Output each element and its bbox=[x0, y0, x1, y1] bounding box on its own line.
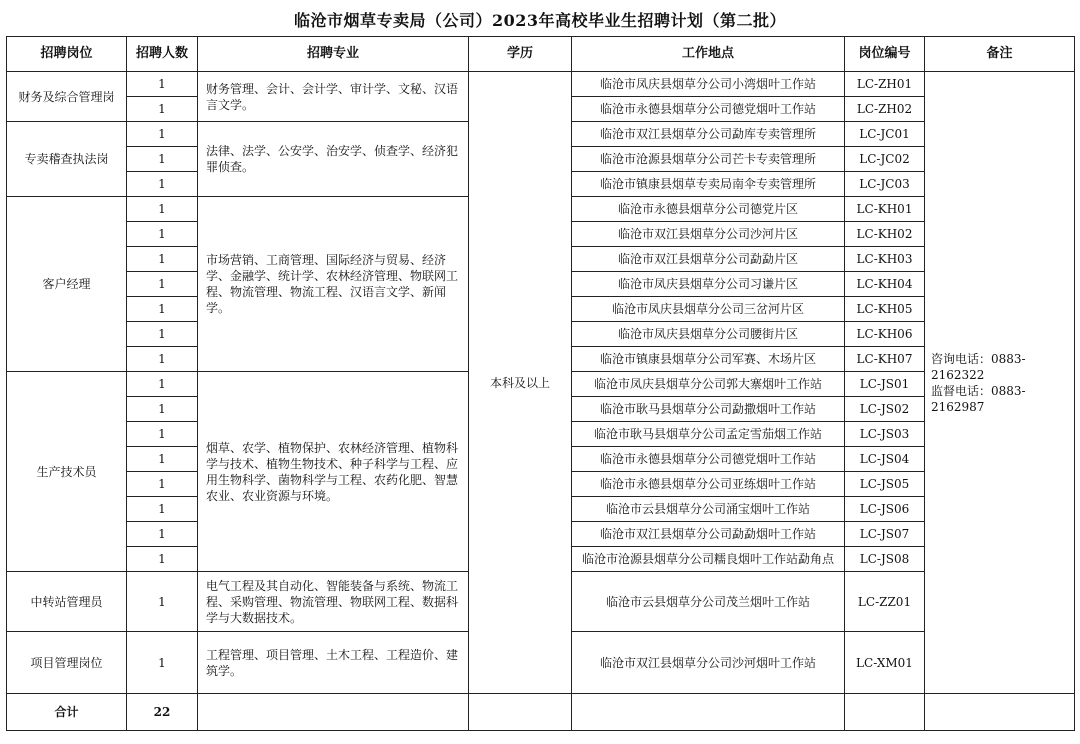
position-cell: 客户经理 bbox=[7, 197, 127, 372]
count-cell: 1 bbox=[127, 347, 198, 372]
table-row bbox=[7, 72, 1075, 97]
location-cell: 临沧市凤庆县烟草分公司习谦片区 bbox=[572, 272, 845, 297]
location-cell: 临沧市双江县烟草分公司勐库专卖管理所 bbox=[572, 122, 845, 147]
count-cell: 1 bbox=[127, 122, 198, 147]
table-body bbox=[7, 72, 1075, 694]
header-education: 学历 bbox=[469, 37, 572, 72]
count-cell: 1 bbox=[127, 372, 198, 397]
code-cell: LC-JS03 bbox=[845, 422, 925, 447]
location-cell: 临沧市双江县烟草分公司勐勐烟叶工作站 bbox=[572, 522, 845, 547]
count-cell: 1 bbox=[127, 547, 198, 572]
total-count: 22 bbox=[127, 694, 198, 731]
location-cell: 临沧市永德县烟草分公司亚练烟叶工作站 bbox=[572, 472, 845, 497]
count-cell: 1 bbox=[127, 72, 198, 97]
header-position: 招聘岗位 bbox=[7, 37, 127, 72]
code-cell: LC-JS01 bbox=[845, 372, 925, 397]
code-cell: LC-ZH02 bbox=[845, 97, 925, 122]
total-empty-cell bbox=[925, 694, 1075, 731]
code-cell: LC-ZH01 bbox=[845, 72, 925, 97]
major-cell: 财务管理、会计、会计学、审计学、文秘、汉语言文学。 bbox=[198, 72, 469, 122]
location-cell: 临沧市永德县烟草分公司德党烟叶工作站 bbox=[572, 97, 845, 122]
code-cell: LC-KH03 bbox=[845, 247, 925, 272]
count-cell: 1 bbox=[127, 422, 198, 447]
code-cell: LC-JS06 bbox=[845, 497, 925, 522]
major-cell: 工程管理、项目管理、土木工程、工程造价、建筑学。 bbox=[198, 632, 469, 694]
count-cell: 1 bbox=[127, 272, 198, 297]
header-count: 招聘人数 bbox=[127, 37, 198, 72]
code-cell: LC-JC02 bbox=[845, 147, 925, 172]
location-cell: 临沧市双江县烟草分公司沙河片区 bbox=[572, 222, 845, 247]
location-cell: 临沧市永德县烟草分公司德党烟叶工作站 bbox=[572, 447, 845, 472]
total-empty-cell bbox=[198, 694, 469, 731]
major-cell: 法律、法学、公安学、治安学、侦查学、经济犯罪侦查。 bbox=[198, 122, 469, 197]
location-cell: 临沧市耿马县烟草分公司勐撒烟叶工作站 bbox=[572, 397, 845, 422]
position-cell: 财务及综合管理岗 bbox=[7, 72, 127, 122]
code-cell: LC-KH07 bbox=[845, 347, 925, 372]
position-cell: 生产技术员 bbox=[7, 372, 127, 572]
code-cell: LC-KH06 bbox=[845, 322, 925, 347]
location-cell: 临沧市耿马县烟草分公司孟定雪茄烟工作站 bbox=[572, 422, 845, 447]
code-cell: LC-KH04 bbox=[845, 272, 925, 297]
total-row bbox=[7, 694, 1075, 731]
count-cell: 1 bbox=[127, 247, 198, 272]
code-cell: LC-ZZ01 bbox=[845, 572, 925, 632]
remark-cell: 咨询电话：0883-2162322 监督电话：0883-2162987 bbox=[925, 72, 1075, 694]
code-cell: LC-KH02 bbox=[845, 222, 925, 247]
location-cell: 临沧市云县烟草分公司涌宝烟叶工作站 bbox=[572, 497, 845, 522]
code-cell: LC-JS02 bbox=[845, 397, 925, 422]
total-empty-cell bbox=[845, 694, 925, 731]
code-cell: LC-JS05 bbox=[845, 472, 925, 497]
total-empty-cell bbox=[469, 694, 572, 731]
position-cell: 中转站管理员 bbox=[7, 572, 127, 632]
code-cell: LC-KH05 bbox=[845, 297, 925, 322]
header-location: 工作地点 bbox=[572, 37, 845, 72]
header-code: 岗位编号 bbox=[845, 37, 925, 72]
count-cell: 1 bbox=[127, 97, 198, 122]
code-cell: LC-XM01 bbox=[845, 632, 925, 694]
location-cell: 临沧市凤庆县烟草分公司三岔河片区 bbox=[572, 297, 845, 322]
count-cell: 1 bbox=[127, 397, 198, 422]
location-cell: 临沧市沧源县烟草分公司芒卡专卖管理所 bbox=[572, 147, 845, 172]
count-cell: 1 bbox=[127, 197, 198, 222]
count-cell: 1 bbox=[127, 322, 198, 347]
count-cell: 1 bbox=[127, 572, 198, 632]
code-cell: LC-KH01 bbox=[845, 197, 925, 222]
count-cell: 1 bbox=[127, 147, 198, 172]
major-cell: 烟草、农学、植物保护、农林经济管理、植物科学与技术、植物生物技术、种子科学与工程、应用生物科学、菌物科学与工程、农药化肥、智慧农业、农业资源与环境。 bbox=[198, 372, 469, 572]
count-cell: 1 bbox=[127, 172, 198, 197]
recruitment-table bbox=[6, 36, 1075, 731]
position-cell: 专卖稽查执法岗 bbox=[7, 122, 127, 197]
location-cell: 临沧市永德县烟草分公司德党片区 bbox=[572, 197, 845, 222]
count-cell: 1 bbox=[127, 522, 198, 547]
location-cell: 临沧市沧源县烟草分公司糯良烟叶工作站勐角点 bbox=[572, 547, 845, 572]
location-cell: 临沧市双江县烟草分公司勐勐片区 bbox=[572, 247, 845, 272]
major-cell: 市场营销、工商管理、国际经济与贸易、经济学、金融学、统计学、农林经济管理、物联网工程、物流管理、物流工程、汉语言文学、新闻学。 bbox=[198, 197, 469, 372]
code-cell: LC-JS08 bbox=[845, 547, 925, 572]
header-remark: 备注 bbox=[925, 37, 1075, 72]
page-title: 临沧市烟草专卖局（公司）2023年高校毕业生招聘计划（第二批） bbox=[293, 11, 787, 30]
code-cell: LC-JS07 bbox=[845, 522, 925, 547]
location-cell: 临沧市凤庆县烟草分公司郭大寨烟叶工作站 bbox=[572, 372, 845, 397]
location-cell: 临沧市凤庆县烟草分公司腰街片区 bbox=[572, 322, 845, 347]
header-row bbox=[7, 37, 1075, 72]
code-cell: LC-JS04 bbox=[845, 447, 925, 472]
header-major: 招聘专业 bbox=[198, 37, 469, 72]
total-label: 合计 bbox=[7, 694, 127, 731]
major-cell: 电气工程及其自动化、智能装备与系统、物流工程、采购管理、物流管理、物联网工程、数据科学与大数据技术。 bbox=[198, 572, 469, 632]
position-cell: 项目管理岗位 bbox=[7, 632, 127, 694]
count-cell: 1 bbox=[127, 497, 198, 522]
education-cell: 本科及以上 bbox=[469, 72, 572, 694]
location-cell: 临沧市云县烟草分公司茂兰烟叶工作站 bbox=[572, 572, 845, 632]
count-cell: 1 bbox=[127, 632, 198, 694]
count-cell: 1 bbox=[127, 222, 198, 247]
count-cell: 1 bbox=[127, 472, 198, 497]
location-cell: 临沧市镇康县烟草分公司军赛、木场片区 bbox=[572, 347, 845, 372]
code-cell: LC-JC03 bbox=[845, 172, 925, 197]
count-cell: 1 bbox=[127, 447, 198, 472]
location-cell: 临沧市双江县烟草分公司沙河烟叶工作站 bbox=[572, 632, 845, 694]
count-cell: 1 bbox=[127, 297, 198, 322]
code-cell: LC-JC01 bbox=[845, 122, 925, 147]
total-empty-cell bbox=[572, 694, 845, 731]
location-cell: 临沧市镇康县烟草专卖局南伞专卖管理所 bbox=[572, 172, 845, 197]
location-cell: 临沧市凤庆县烟草分公司小湾烟叶工作站 bbox=[572, 72, 845, 97]
